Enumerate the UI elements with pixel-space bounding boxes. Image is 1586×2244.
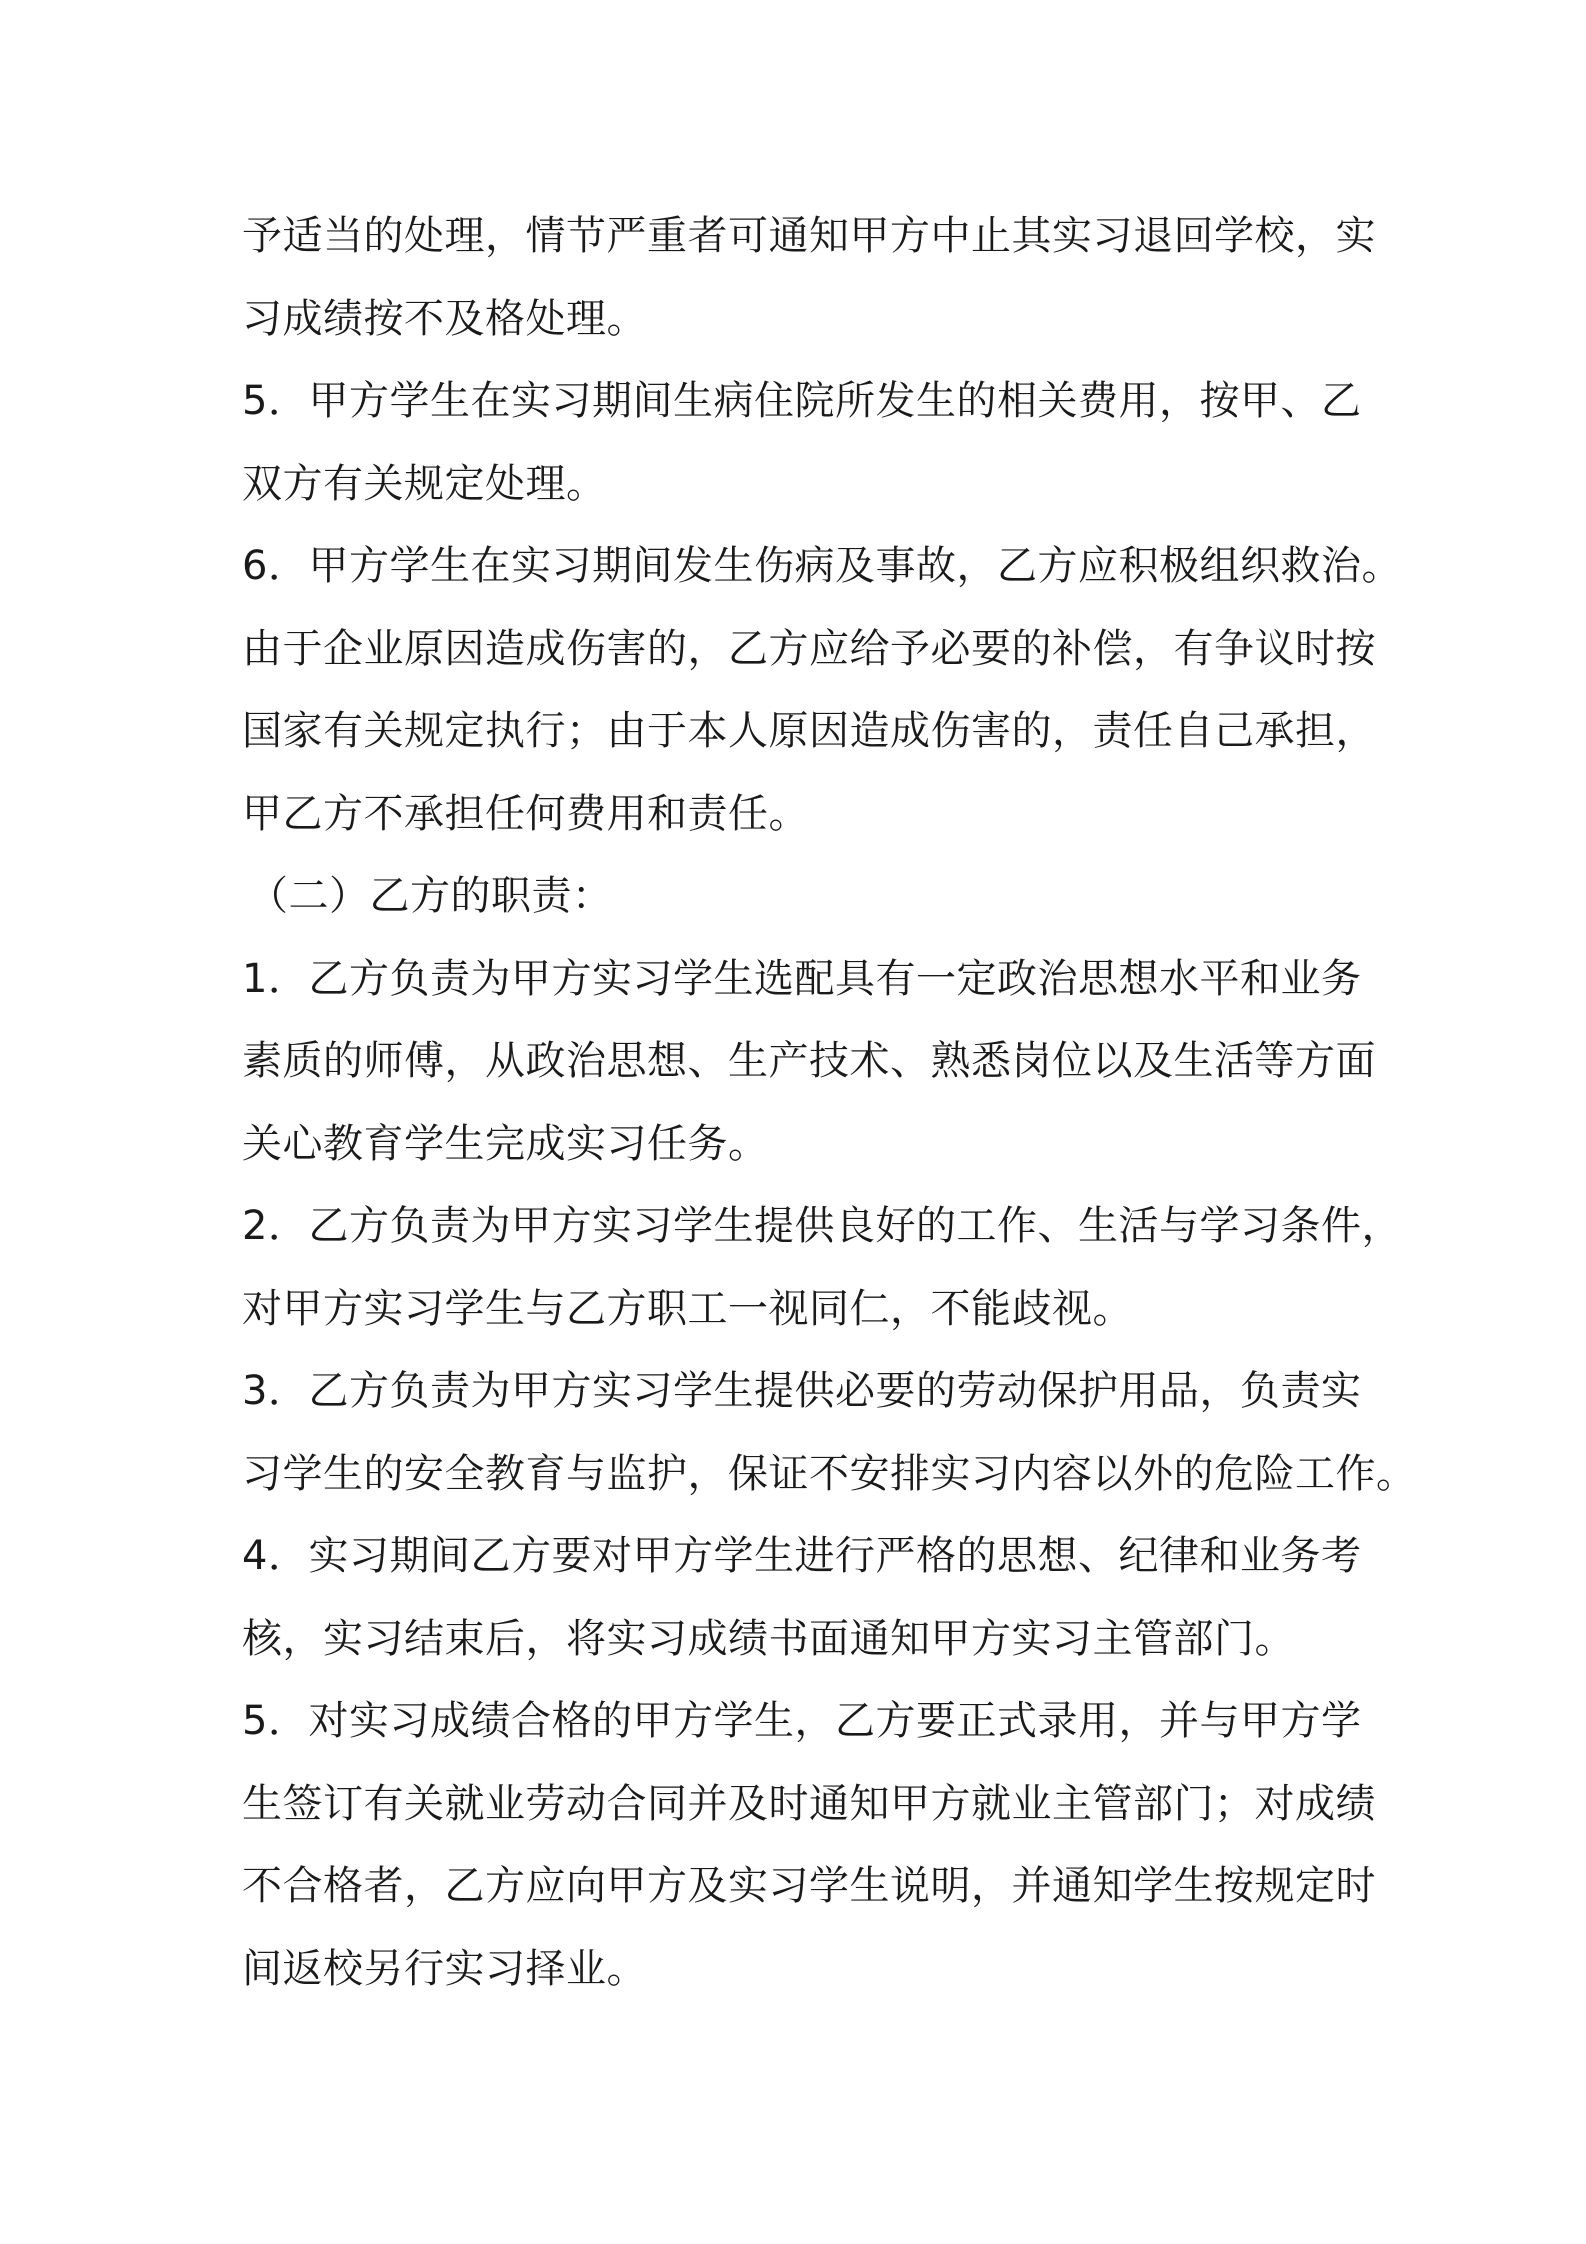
section-heading: （二）乙方的职责： (248, 873, 613, 919)
text-line: 习学生的安全教育与监护，保证不安排实习内容以外的危险工作。 (242, 1450, 1417, 1497)
text-line: 2．乙方负责为甲方实习学生提供良好的工作、生活与学习条件， (242, 1203, 1402, 1249)
text-line: 间返校另行实习择业。 (242, 1945, 647, 1992)
text-line: 4．实习期间乙方要对甲方学生进行严格的思想、纪律和业务考 (242, 1533, 1362, 1579)
text-line: 5．甲方学生在实习期间生病住院所发生的相关费用，按甲、乙 (242, 378, 1362, 424)
text-line: 双方有关规定处理。 (242, 460, 607, 507)
text-line: 对甲方实习学生与乙方职工一视同仁，不能歧视。 (242, 1285, 1133, 1332)
text-line: 习成绩按不及格处理。 (242, 295, 647, 342)
text-line: 5．对实习成绩合格的甲方学生，乙方要正式录用，并与甲方学 (242, 1698, 1362, 1744)
text-line: 核，实习结束后，将实习成绩书面通知甲方实习主管部门。 (242, 1615, 1295, 1662)
text-line: 素质的师傅，从政治思想、生产技术、熟悉岗位以及生活等方面 (242, 1038, 1376, 1084)
text-line: 甲乙方不承担任何费用和责任。 (242, 790, 809, 837)
text-line: 3．乙方负责为甲方实习学生提供必要的劳动保护用品，负责实 (242, 1368, 1362, 1414)
document-body (242, 195, 1417, 2010)
text-line: 生签订有关就业劳动合同并及时通知甲方就业主管部门；对成绩 (242, 1780, 1376, 1827)
text-line: 由于企业原因造成伤害的，乙方应给予必要的补偿，有争议时按 (242, 625, 1376, 672)
text-line: 国家有关规定执行；由于本人原因造成伤害的，责任自己承担， (242, 708, 1376, 754)
text-line: 6．甲方学生在实习期间发生伤病及事故，乙方应积极组织救治。 (242, 543, 1402, 589)
text-line: 予适当的处理，情节严重者可通知甲方中止其实习退回学校，实 (242, 213, 1376, 259)
text-line: 关心教育学生完成实习任务。 (242, 1120, 769, 1167)
text-line: 不合格者，乙方应向甲方及实习学生说明，并通知学生按规定时 (242, 1863, 1376, 1909)
text-line: 1．乙方负责为甲方实习学生选配具有一定政治思想水平和业务 (242, 955, 1362, 1002)
